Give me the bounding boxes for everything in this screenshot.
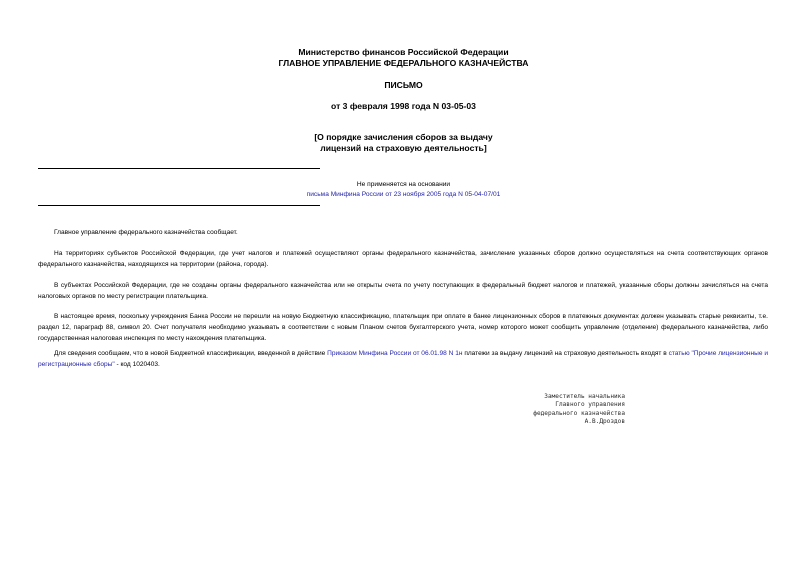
signer-name: А.В.Дроздов [584, 418, 625, 426]
issuer-ministry: Министерство финансов Российской Федерации [298, 47, 509, 57]
signer-position-line2: Главного управления [555, 401, 625, 409]
signer-position-line1: Заместитель начальника [544, 393, 625, 400]
order-link[interactable]: Приказом Минфина России от 06.01.98 N 1н [327, 350, 463, 357]
status-divider-bottom [38, 205, 320, 206]
body-paragraph-4: В настоящее время, поскольку учреждения Банка России не перешли на новую Бюджетную классификацию, плательщик при оплате в банке лицензионных сборов в платежных документах должен указывать старые реквизиты, т.е. раздел 12, параграф 88, символ 20. Счет получателя необходимо указывать в соответствии с новым Планом счетов бухгалтерского учета, номер которого может сообщить управление (отделение) федерального казначейства, либо государственная налоговая инспекция по месту нахождения плательщика. [38, 313, 768, 343]
status-divider-top [38, 168, 320, 169]
paragraph-5-text-end: - код 1020403. [114, 361, 160, 369]
signer-position-line3: федерального казначейства [533, 409, 625, 417]
body-paragraph-5 [38, 348, 768, 370]
article-link[interactable]: статью "Прочие лицензионные и регистрационные сборы" [38, 350, 768, 369]
document-title-line2: лицензий на страховую деятельность] [320, 143, 487, 153]
paragraph-5-text-middle: платежи за выдачу лицензий на страховую деятельность входят в [462, 350, 669, 357]
paragraph-5-text-start: Для сведения сообщаем, что в новой Бюджетной классификации, введенной в действие [54, 350, 328, 357]
signature-block [500, 393, 625, 427]
document-title-line1: [О порядке зачисления сборов за выдачу [314, 132, 493, 142]
issuer-department: ГЛАВНОЕ УПРАВЛЕНИЕ ФЕДЕРАЛЬНОГО КАЗНАЧЕЙСТВА [278, 58, 529, 68]
body-paragraph-2: На территориях субъектов Российской Федерации, где учет налогов и платежей осуществляют органы федерального казначейства, зачисление указанных сборов должно осуществляться на счета соответствующих органов федерального казначейства, находящихся на территории (района, города). [38, 250, 768, 269]
status-note-link[interactable]: письма Минфина России от 23 ноября 2005 года N 05-04-07/01 [306, 191, 501, 198]
body-paragraph-1: Главное управление федерального казначейства сообщает. [54, 229, 238, 236]
document-date: от 3 февраля 1998 года N 03-05-03 [331, 101, 476, 111]
status-note: Не применяется на основании [356, 181, 451, 188]
body-paragraph-3: В субъектах Российской Федерации, где не созданы органы федерального казначейства или не открыты счета по учету поступающих в федеральный бюджет налогов и платежей, указанные сборы должны зачисляться на счета налоговых органов по месту регистрации плательщика. [38, 282, 768, 301]
document-type: ПИСЬМО [384, 80, 423, 90]
